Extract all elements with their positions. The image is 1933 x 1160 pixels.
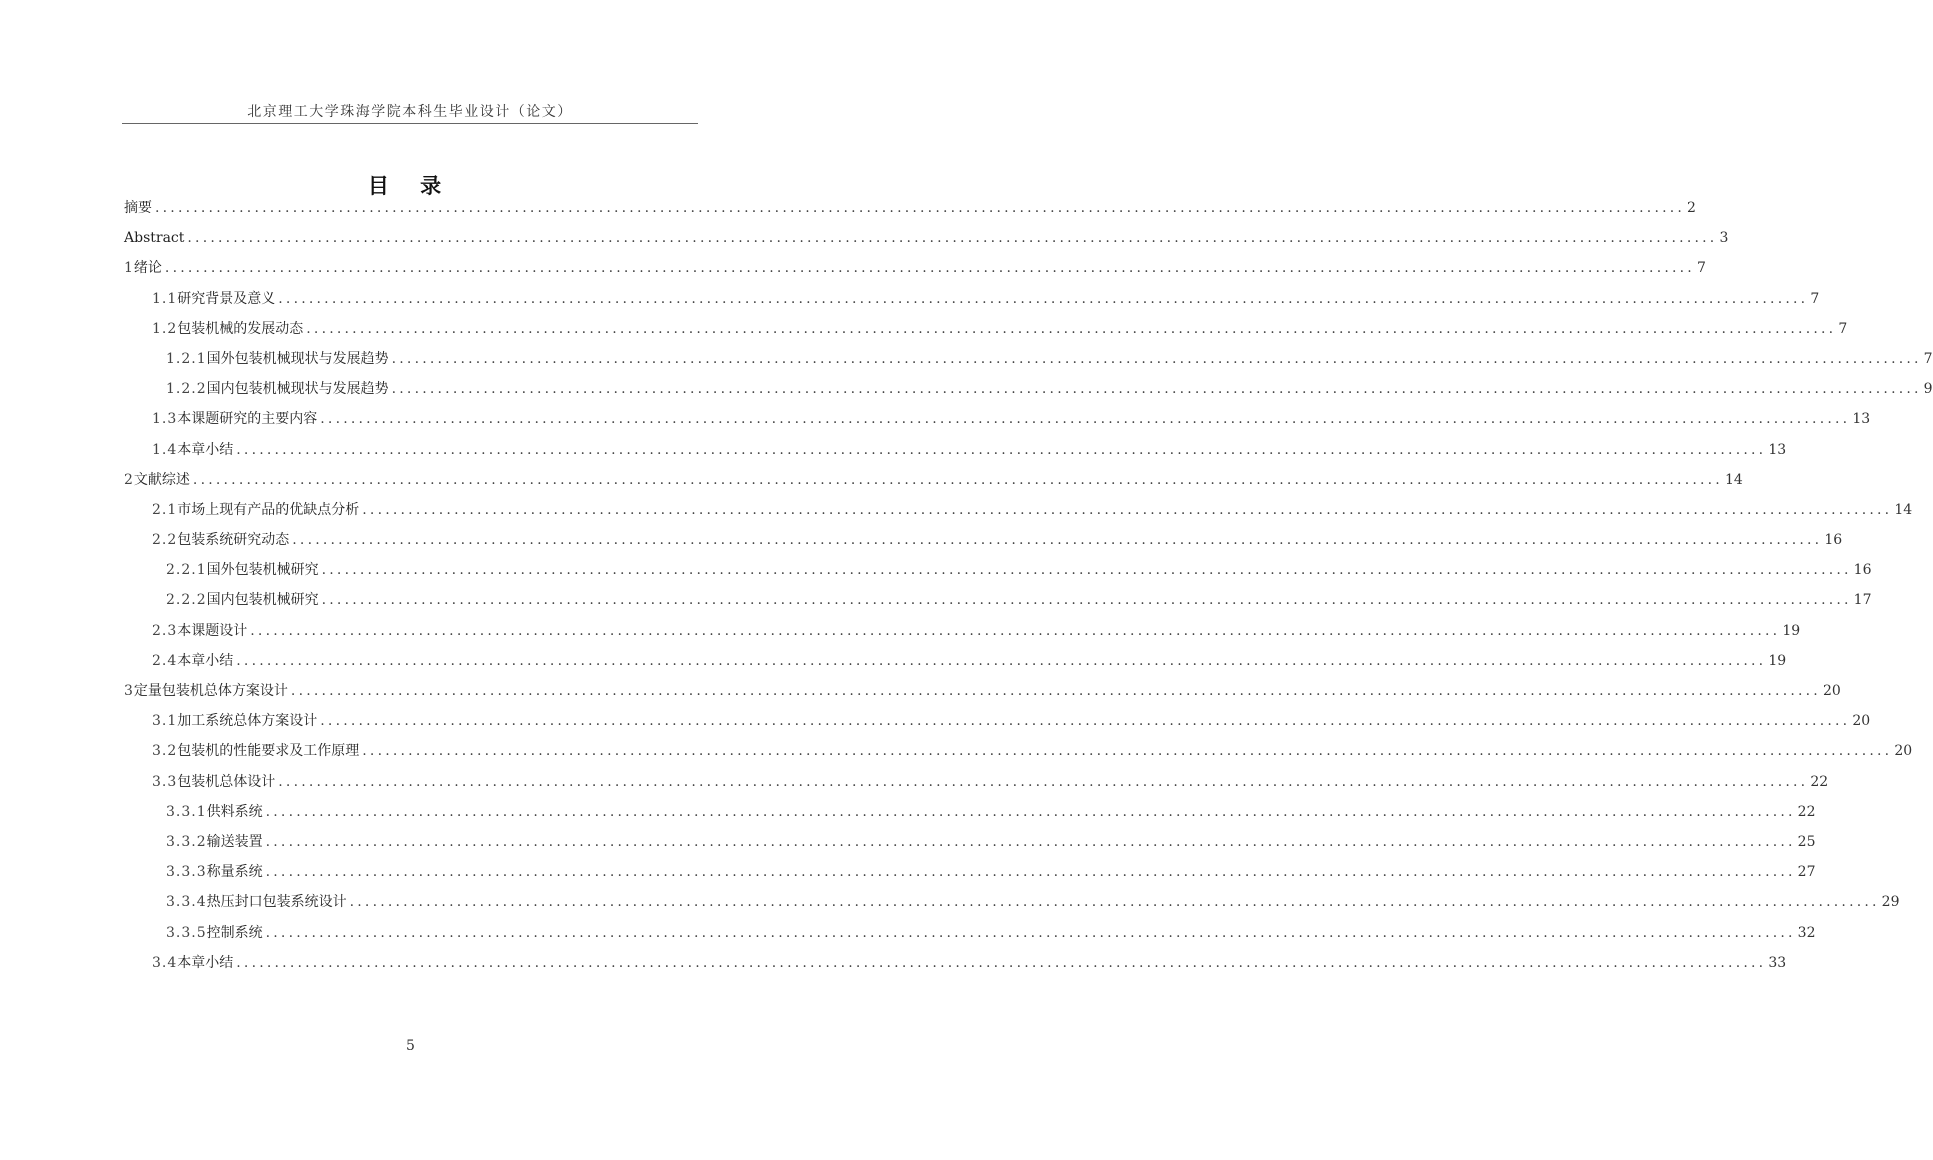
toc-entry-number: 2 — [124, 471, 134, 488]
toc-entry-title: 本课题研究的主要内容 — [177, 411, 318, 428]
dot-leader: ........................................................................................................................................................................................................ — [250, 622, 1781, 639]
toc-entry-title: 输送装置 — [206, 833, 263, 850]
table-of-contents — [124, 197, 1933, 982]
toc-entry[interactable] — [124, 318, 1848, 348]
toc-entry[interactable] — [124, 469, 1743, 499]
toc-entry[interactable] — [124, 529, 1843, 559]
toc-entry-number: 3.3.3 — [166, 864, 207, 881]
toc-entry-page: 7 — [1838, 320, 1848, 337]
toc-entry[interactable] — [124, 408, 1871, 438]
toc-entry[interactable] — [124, 348, 1933, 378]
dot-leader: ........................................................................................................................................................................................................ — [265, 864, 1796, 881]
toc-entry-number: 2.3 — [152, 622, 178, 639]
toc-entry-page: 27 — [1797, 864, 1816, 881]
toc-entry[interactable] — [124, 378, 1933, 408]
toc-entry[interactable] — [124, 499, 1913, 529]
toc-entry[interactable] — [124, 891, 1900, 921]
toc-entry-title: 热压封口包装系统设计 — [206, 894, 347, 911]
toc-entry[interactable] — [124, 197, 1696, 227]
toc-entry-title: 本章小结 — [177, 441, 234, 458]
toc-entry-title: 包装机械的发展动态 — [177, 320, 304, 337]
dot-leader: ........................................................................................................................................................................................................ — [320, 713, 1851, 730]
toc-entry-page: 22 — [1810, 773, 1829, 790]
toc-entry-number: 3.3.2 — [166, 833, 207, 850]
toc-entry[interactable] — [124, 227, 1729, 257]
dot-leader: ........................................................................................................................................................................................................ — [362, 501, 1893, 518]
toc-entry-number: 1 — [124, 260, 134, 277]
toc-entry-page: 19 — [1768, 652, 1787, 669]
toc-entry-number: 2.2.1 — [166, 562, 207, 579]
toc-entry-title: 包装机总体设计 — [177, 773, 276, 790]
dot-leader: ........................................................................................................................................................................................................ — [391, 350, 1922, 367]
dot-leader: ........................................................................................................................................................................................................ — [265, 924, 1796, 941]
toc-entry-page: 7 — [1810, 290, 1820, 307]
toc-entry-number: 2.2.2 — [166, 592, 207, 609]
dot-leader: ........................................................................................................................................................................................................ — [278, 290, 1809, 307]
toc-entry[interactable] — [124, 650, 1787, 680]
toc-entry-page: 32 — [1797, 924, 1816, 941]
toc-entry-number: 2.4 — [152, 652, 178, 669]
toc-entry-number: 1.4 — [152, 441, 178, 458]
toc-entry-title: 国外包装机械现状与发展趋势 — [206, 350, 389, 367]
toc-entry[interactable] — [124, 589, 1872, 619]
toc-entry-page: 16 — [1824, 532, 1843, 549]
toc-entry[interactable] — [124, 680, 1841, 710]
toc-entry-page: 20 — [1852, 713, 1871, 730]
dot-leader: ........................................................................................................................................................................................................ — [236, 652, 1767, 669]
dot-leader: ........................................................................................................................................................................................................ — [320, 411, 1851, 428]
toc-entry-title: Abstract — [124, 230, 185, 247]
toc-entry-page: 17 — [1853, 592, 1872, 609]
toc-entry-title: 绪论 — [133, 260, 162, 277]
toc-entry-page: 13 — [1852, 411, 1871, 428]
toc-entry-number: 3.4 — [152, 954, 178, 971]
toc-entry-page: 3 — [1719, 230, 1729, 247]
toc-entry-page: 29 — [1881, 894, 1900, 911]
toc-entry-title: 文献综述 — [133, 471, 190, 488]
toc-entry-title: 国内包装机械研究 — [206, 592, 319, 609]
toc-entry-number: 1.2.2 — [166, 381, 207, 398]
dot-leader: ........................................................................................................................................................................................................ — [321, 592, 1852, 609]
toc-entry-page: 13 — [1768, 441, 1787, 458]
dot-leader: ........................................................................................................................................................................................................ — [306, 320, 1837, 337]
toc-entry-page: 14 — [1724, 471, 1743, 488]
toc-entry-page: 20 — [1894, 743, 1913, 760]
toc-entry-number: 1.3 — [152, 411, 178, 428]
toc-entry[interactable] — [124, 801, 1816, 831]
toc-entry[interactable] — [124, 771, 1829, 801]
toc-entry-number: 1.2.1 — [166, 350, 207, 367]
toc-entry[interactable] — [124, 559, 1872, 589]
toc-entry[interactable] — [124, 740, 1913, 770]
toc-entry-title: 包装系统研究动态 — [177, 532, 290, 549]
toc-entry-page: 19 — [1782, 622, 1801, 639]
toc-entry-title: 摘要 — [124, 200, 152, 216]
toc-entry-number: 3.3.5 — [166, 924, 207, 941]
toc-entry[interactable] — [124, 620, 1801, 650]
toc-entry-number: 1.1 — [152, 290, 178, 307]
toc-entry-number: 3.3.4 — [166, 894, 207, 911]
dot-leader: ........................................................................................................................................................................................................ — [349, 894, 1880, 911]
toc-entry-title: 加工系统总体方案设计 — [177, 713, 318, 730]
dot-leader: ........................................................................................................................................................................................................ — [391, 381, 1922, 398]
toc-entry-number: 3.1 — [152, 713, 178, 730]
toc-entry-title: 定量包装机总体方案设计 — [133, 683, 288, 699]
toc-title: 目 录 — [367, 174, 454, 198]
toc-entry-page: 7 — [1923, 350, 1933, 367]
toc-entry-title: 国外包装机械研究 — [206, 562, 319, 579]
toc-entry-number: 3.2 — [152, 743, 178, 760]
dot-leader: ........................................................................................................................................................................................................ — [292, 532, 1823, 549]
toc-entry[interactable] — [124, 288, 1820, 318]
toc-entry[interactable] — [124, 439, 1787, 469]
toc-entry[interactable] — [124, 952, 1787, 982]
toc-entry-number: 3.3.1 — [166, 803, 207, 820]
toc-entry-title: 本章小结 — [177, 954, 234, 971]
toc-entry-page: 33 — [1768, 954, 1787, 971]
dot-leader: ........................................................................................................................................................................................................ — [362, 743, 1893, 760]
toc-entry[interactable] — [124, 831, 1816, 861]
toc-entry-title: 控制系统 — [206, 924, 263, 941]
page-number: 5 — [406, 1038, 415, 1054]
toc-entry[interactable] — [124, 257, 1706, 287]
dot-leader: ........................................................................................................................................................................................................ — [265, 833, 1796, 850]
dot-leader: ........................................................................................................................................................................................................ — [290, 683, 1821, 699]
toc-entry-page: 16 — [1853, 562, 1872, 579]
toc-entry-title: 称量系统 — [206, 864, 263, 881]
toc-entry[interactable] — [124, 710, 1871, 740]
toc-entry-page: 9 — [1923, 381, 1933, 398]
dot-leader: ........................................................................................................................................................................................................ — [236, 954, 1767, 971]
dot-leader: ........................................................................................................................................................................................................ — [164, 260, 1695, 277]
dot-leader: ........................................................................................................................................................................................................ — [236, 441, 1767, 458]
dot-leader: ........................................................................................................................................................................................................ — [265, 803, 1796, 820]
toc-entry-page: 25 — [1797, 833, 1816, 850]
dot-leader: ........................................................................................................................................................................................................ — [187, 230, 1718, 247]
toc-entry-number: 2.1 — [152, 501, 178, 518]
toc-entry-page: 20 — [1822, 683, 1841, 699]
toc-entry-title: 本课题设计 — [177, 622, 248, 639]
dot-leader: ........................................................................................................................................................................................................ — [321, 562, 1852, 579]
toc-entry-number: 3.3 — [152, 773, 178, 790]
toc-entry-number: 1.2 — [152, 320, 178, 337]
running-header: 北京理工大学珠海学院本科生毕业设计（论文） — [247, 104, 573, 120]
dot-leader: ........................................................................................................................................................................................................ — [155, 200, 1686, 216]
dot-leader: ........................................................................................................................................................................................................ — [278, 773, 1809, 790]
toc-entry-page: 22 — [1797, 803, 1816, 820]
toc-entry-page: 2 — [1687, 200, 1696, 216]
toc-entry-title: 包装机的性能要求及工作原理 — [177, 743, 360, 760]
header-rule — [122, 123, 698, 124]
toc-entry-title: 研究背景及意义 — [177, 290, 276, 307]
toc-entry-number: 3 — [124, 683, 134, 699]
toc-entry[interactable] — [124, 922, 1816, 952]
toc-entry-page: 14 — [1894, 501, 1913, 518]
toc-entry-title: 本章小结 — [177, 652, 234, 669]
toc-entry-title: 市场上现有产品的优缺点分析 — [177, 501, 360, 518]
dot-leader: ........................................................................................................................................................................................................ — [192, 471, 1723, 488]
toc-entry-title: 供料系统 — [206, 803, 263, 820]
toc-entry-number: 2.2 — [152, 532, 178, 549]
toc-entry-title: 国内包装机械现状与发展趋势 — [206, 381, 389, 398]
toc-entry[interactable] — [124, 861, 1816, 891]
toc-entry-page: 7 — [1696, 260, 1706, 277]
